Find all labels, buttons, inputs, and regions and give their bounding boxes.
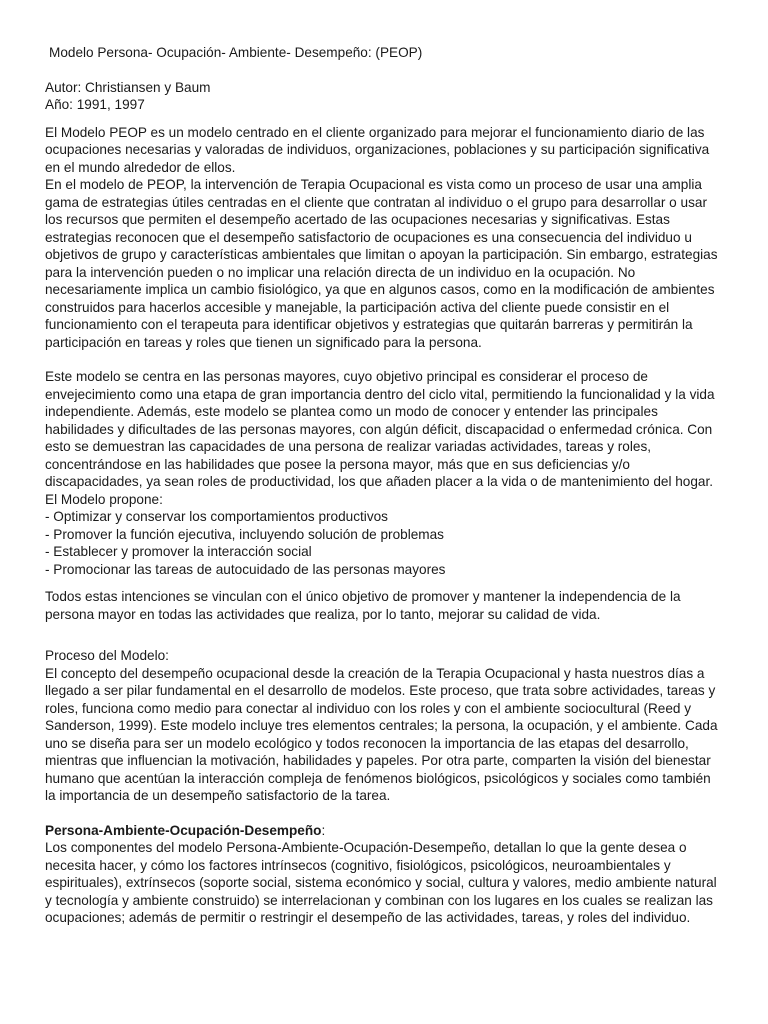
- paragraph-intervention: En el modelo de PEOP, la intervención de Terapia Ocupacional es vista como un proceso de usar una amplia gama de estrategias útiles centradas en el cliente que contratan al individuo o el grupo para desarrollar o usar los recursos que permiten el desempeño acertado de las ocupaciones necesarias y significativas. Estas estrategias reconocen que el desempeño satisfactorio de ocupaciones es una consecuencia del individuo u objetivos de grupo y características ambientales que limitan o apoyan la participación. Sin embargo, estrategias para la intervención pueden o no implicar una relación directa de un individuo en la ocupación. No necesariamente implica un cambio fisiológico, ya que en algunos casos, como en la modificación de ambientes construidos para hacerlos accesible y manejable, la participación activa del cliente puede consistir en el funcionamiento con el terapeuta para identificar objetivos y estrategias que quitarán barreras y permitirán la participación en tareas y roles que tienen un significado para la persona.: [45, 177, 718, 350]
- document-page: [45, 44, 725, 927]
- propone-list: [45, 508, 725, 578]
- paragraph-process: El concepto del desempeño ocupacional desde la creación de la Terapia Ocupacional y hasta nuestros días a llegado a ser pilar fundamental en el desarrollo de modelos. Este proceso, que trata sobre actividades, tareas y roles, funciona como medio para conectar al individuo con los roles y con el ambiente sociocultural (Reed y Sanderson, 1999). Este modelo incluye tres elementos centrales; la persona, la ocupación, y el ambiente. Cada uno se diseña para ser un modelo ecológico y todos reconocen la importancia de las etapas del desarrollo, mientras que influencian la motivación, habilidades y papeles. Por otra parte, comparten la visión del bienestar humano que acentúan la interacción compleja de fenómenos biológicos, psicológicos y sociales como también la importancia de un desempeño satisfactorio de la tarea.: [45, 665, 718, 803]
- paragraph-intro: El Modelo PEOP es un modelo centrado en el cliente organizado para mejorar el funcionamiento diario de las ocupaciones necesarias y valoradas de individuos, organizaciones, poblaciones y su participación significativa en el mundo alrededor de ellos.: [45, 124, 710, 175]
- section-heading-text: Persona-Ambiente-Ocupación-Desempeño: [45, 822, 322, 838]
- year-line: Año: 1991, 1997: [45, 97, 145, 112]
- document-title: Modelo Persona- Ocupación- Ambiente- Desempeño: (PEOP): [49, 45, 423, 60]
- author-line: Autor: Christiansen y Baum: [45, 79, 211, 95]
- section-heading-suffix: :: [321, 822, 326, 838]
- paragraph-elderly-focus: Este modelo se centra en las personas mayores, cuyo objetivo principal es considerar el proceso de envejecimiento como una etapa de gran importancia dentro del ciclo vital, permitiendo la funcionalidad y la vida independiente. Además, este modelo se plantea como un modo de conocer y entender las principales habilidades y dificultades de las personas mayores, con algún déficit, discapacidad o enfermedad crónica. Con esto se demuestran las capacidades de una persona de realizar variadas actividades, tareas y roles, concentrándose en las habilidades que posee la persona mayor, más que en sus deficiencias y/o discapacidades, ya sean roles de productividad, los que añaden placer a la vida o de mantenimiento del hogar.: [45, 369, 715, 489]
- list-item: - Promocionar las tareas de autocuidado de las personas mayores: [45, 561, 446, 577]
- section-heading: [45, 822, 725, 840]
- paragraph-objectives: Todos estas intenciones se vinculan con el único objetivo de promover y mantener la independencia de la persona mayor en todas las actividades que realiza, por lo tanto, mejorar su calidad de vida.: [45, 589, 681, 622]
- list-item: - Establecer y promover la interacción social: [45, 544, 312, 559]
- proceso-label: Proceso del Modelo:: [45, 648, 169, 663]
- propone-label: El Modelo propone:: [45, 491, 163, 507]
- list-item: - Promover la función ejecutiva, incluyendo solución de problemas: [45, 526, 444, 542]
- list-item: - Optimizar y conservar los comportamientos productivos: [45, 509, 388, 524]
- paragraph-components: Los componentes del modelo Persona-Ambiente-Ocupación-Desempeño, detallan lo que la gente desea o necesita hacer, y cómo los factores intrínsecos (cognitivo, fisiológicos, psicológicos, neuroambientales y espirituales), extrínsecos (soporte social, sistema económico y social, cultura y valores, medio ambiente natural y tecnología y ambiente construido) se interrelacionan y combinan con los lugares en los cuales se realizan las ocupaciones; además de permitir o restringir el desempeño de las actividades, tareas, y roles del individuo.: [45, 840, 717, 925]
